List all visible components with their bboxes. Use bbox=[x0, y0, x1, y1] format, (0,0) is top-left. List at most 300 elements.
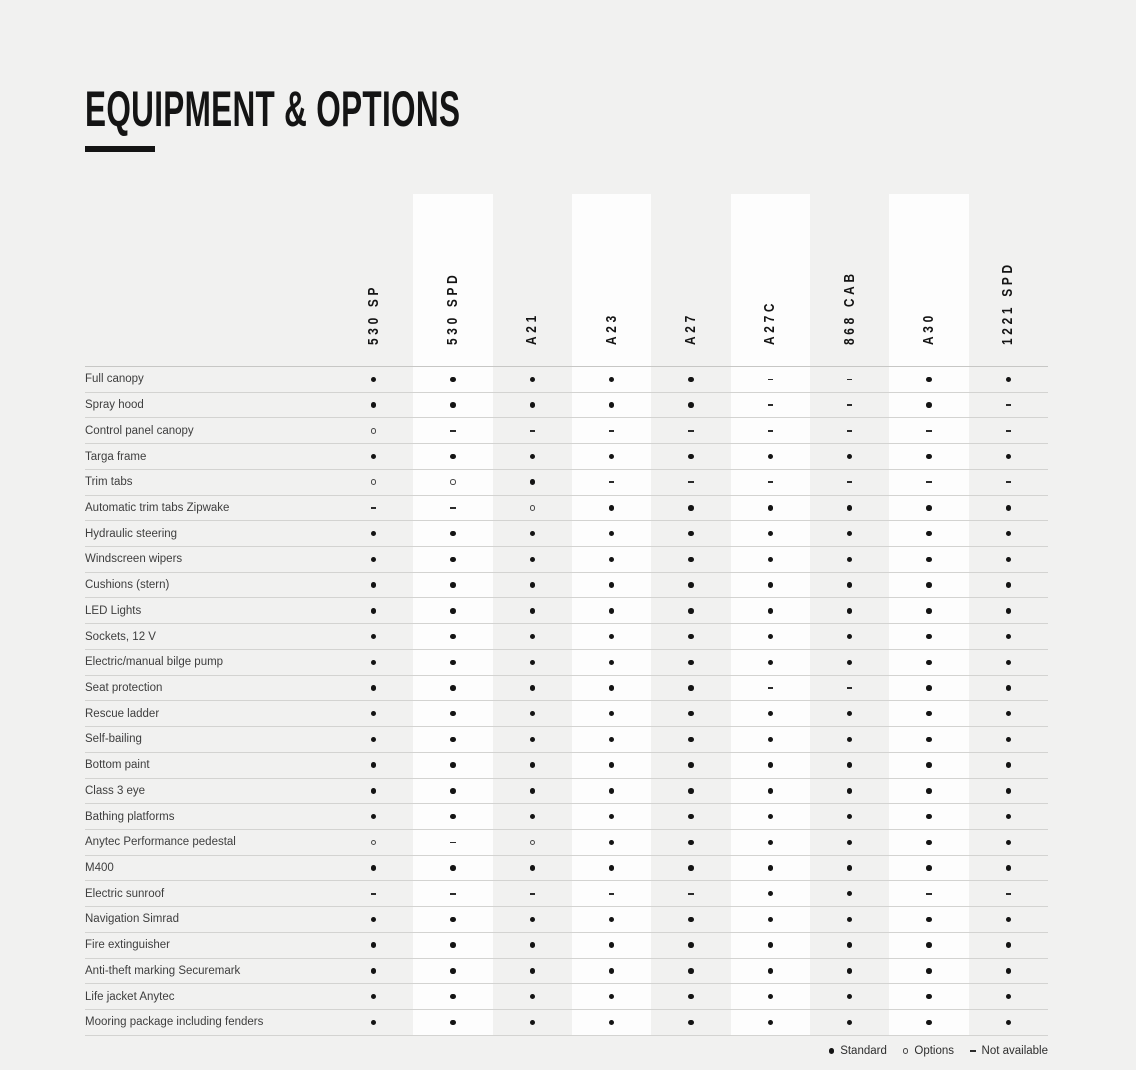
legend-label: Options bbox=[914, 1045, 955, 1057]
value-cell bbox=[572, 881, 651, 906]
standard-icon bbox=[609, 814, 615, 820]
value-cell bbox=[493, 779, 572, 804]
table-row bbox=[85, 573, 1048, 599]
value-cell bbox=[731, 573, 810, 598]
table-row bbox=[85, 676, 1048, 702]
value-cell bbox=[889, 959, 968, 984]
value-cell bbox=[572, 727, 651, 752]
value-cell bbox=[493, 547, 572, 572]
standard-icon bbox=[1006, 685, 1012, 691]
value-cell bbox=[810, 984, 889, 1009]
value-cell bbox=[810, 573, 889, 598]
standard-icon bbox=[1006, 788, 1012, 794]
value-cell bbox=[889, 753, 968, 778]
value-cell bbox=[810, 856, 889, 881]
standard-icon bbox=[1006, 582, 1012, 588]
value-cell bbox=[810, 881, 889, 906]
value-cell bbox=[493, 521, 572, 546]
table-row bbox=[85, 933, 1048, 959]
standard-icon bbox=[926, 582, 932, 588]
na-icon bbox=[1006, 430, 1012, 432]
standard-icon bbox=[530, 660, 536, 666]
standard-icon bbox=[926, 711, 932, 717]
table-header-row bbox=[85, 194, 1048, 367]
standard-icon bbox=[530, 968, 536, 974]
standard-icon bbox=[450, 814, 456, 820]
standard-icon bbox=[371, 917, 377, 923]
legend-label: Standard bbox=[840, 1045, 887, 1057]
value-cell bbox=[413, 753, 492, 778]
value-cell bbox=[651, 521, 730, 546]
value-cell bbox=[651, 367, 730, 392]
value-cell bbox=[572, 367, 651, 392]
standard-icon bbox=[530, 402, 536, 408]
value-cell bbox=[334, 856, 413, 881]
options-icon bbox=[903, 1048, 909, 1054]
standard-icon bbox=[371, 737, 377, 743]
row-label: Anytec Performance pedestal bbox=[85, 836, 236, 849]
standard-icon bbox=[371, 711, 377, 717]
standard-icon bbox=[1006, 377, 1012, 383]
value-cell bbox=[731, 907, 810, 932]
value-cell bbox=[731, 856, 810, 881]
standard-icon bbox=[688, 608, 694, 614]
row-label: Bathing platforms bbox=[85, 810, 175, 823]
standard-icon bbox=[847, 942, 853, 948]
value-cell bbox=[651, 959, 730, 984]
standard-icon bbox=[926, 737, 932, 743]
column-header-label: A21 bbox=[524, 312, 541, 345]
value-cell bbox=[651, 598, 730, 623]
standard-icon bbox=[926, 377, 932, 383]
title-underline bbox=[85, 146, 155, 152]
standard-icon bbox=[847, 608, 853, 614]
standard-icon bbox=[1006, 711, 1012, 717]
standard-icon bbox=[371, 531, 377, 537]
standard-icon bbox=[829, 1048, 835, 1054]
standard-icon bbox=[530, 711, 536, 717]
column-header-label: 868 CAB bbox=[841, 270, 858, 345]
value-cell bbox=[731, 727, 810, 752]
value-cell bbox=[413, 496, 492, 521]
value-cell bbox=[969, 393, 1048, 418]
value-cell bbox=[334, 393, 413, 418]
value-cell bbox=[493, 701, 572, 726]
value-cell bbox=[493, 856, 572, 881]
standard-icon bbox=[450, 1020, 456, 1026]
value-cell bbox=[493, 830, 572, 855]
value-cell bbox=[731, 496, 810, 521]
standard-icon bbox=[371, 942, 377, 948]
na-icon bbox=[847, 430, 853, 432]
na-icon bbox=[530, 893, 536, 895]
value-cell bbox=[889, 1010, 968, 1035]
standard-icon bbox=[688, 557, 694, 563]
standard-icon bbox=[1006, 994, 1012, 1000]
na-icon bbox=[768, 481, 774, 483]
value-cell bbox=[334, 804, 413, 829]
value-cell bbox=[810, 650, 889, 675]
value-cell bbox=[889, 881, 968, 906]
value-cell bbox=[651, 907, 730, 932]
standard-icon bbox=[768, 788, 774, 794]
standard-icon bbox=[450, 762, 456, 768]
value-cell bbox=[493, 573, 572, 598]
value-cell bbox=[969, 418, 1048, 443]
value-cell bbox=[810, 598, 889, 623]
table-row bbox=[85, 547, 1048, 573]
value-cell bbox=[889, 650, 968, 675]
value-cell bbox=[493, 470, 572, 495]
column-header-label: A23 bbox=[603, 312, 620, 345]
value-cell bbox=[572, 547, 651, 572]
value-cell bbox=[572, 444, 651, 469]
value-cell bbox=[969, 573, 1048, 598]
standard-icon bbox=[926, 865, 932, 871]
standard-icon bbox=[371, 402, 377, 408]
equipment-table bbox=[85, 194, 1048, 1036]
value-cell bbox=[413, 881, 492, 906]
standard-icon bbox=[847, 582, 853, 588]
value-cell bbox=[969, 727, 1048, 752]
value-cell bbox=[334, 444, 413, 469]
standard-icon bbox=[768, 968, 774, 974]
standard-icon bbox=[768, 531, 774, 537]
table-row bbox=[85, 624, 1048, 650]
row-label: Anti-theft marking Securemark bbox=[85, 964, 241, 977]
value-cell bbox=[889, 856, 968, 881]
standard-icon bbox=[450, 942, 456, 948]
value-cell bbox=[969, 856, 1048, 881]
standard-icon bbox=[847, 788, 853, 794]
value-cell bbox=[969, 367, 1048, 392]
standard-icon bbox=[688, 505, 694, 511]
standard-icon bbox=[609, 557, 615, 563]
row-label: Windscreen wipers bbox=[85, 553, 183, 566]
value-cell bbox=[969, 701, 1048, 726]
standard-icon bbox=[609, 942, 615, 948]
value-cell bbox=[969, 547, 1048, 572]
value-cell bbox=[572, 907, 651, 932]
standard-icon bbox=[1006, 814, 1012, 820]
standard-icon bbox=[847, 634, 853, 640]
standard-icon bbox=[371, 865, 377, 871]
value-cell bbox=[334, 650, 413, 675]
standard-icon bbox=[450, 865, 456, 871]
standard-icon bbox=[1006, 557, 1012, 563]
value-cell bbox=[969, 521, 1048, 546]
standard-icon bbox=[450, 531, 456, 537]
value-cell bbox=[969, 959, 1048, 984]
standard-icon bbox=[768, 762, 774, 768]
standard-icon bbox=[530, 557, 536, 563]
value-cell bbox=[413, 547, 492, 572]
na-icon bbox=[609, 893, 615, 895]
standard-icon bbox=[688, 942, 694, 948]
value-cell bbox=[334, 573, 413, 598]
standard-icon bbox=[847, 865, 853, 871]
standard-icon bbox=[847, 557, 853, 563]
value-cell bbox=[493, 418, 572, 443]
value-cell bbox=[413, 573, 492, 598]
standard-icon bbox=[847, 505, 853, 511]
standard-icon bbox=[450, 788, 456, 794]
value-cell bbox=[731, 547, 810, 572]
table-row bbox=[85, 727, 1048, 753]
value-cell bbox=[810, 393, 889, 418]
standard-icon bbox=[1006, 917, 1012, 923]
standard-icon bbox=[530, 1020, 536, 1026]
standard-icon bbox=[688, 814, 694, 820]
standard-icon bbox=[926, 1020, 932, 1026]
column-header-label: 1221 SPD bbox=[1000, 261, 1017, 345]
value-cell bbox=[651, 650, 730, 675]
value-cell bbox=[731, 521, 810, 546]
table-row bbox=[85, 418, 1048, 444]
standard-icon bbox=[926, 917, 932, 923]
standard-icon bbox=[450, 917, 456, 923]
value-cell bbox=[651, 1010, 730, 1035]
header-spacer bbox=[85, 194, 334, 366]
row-label: M400 bbox=[85, 862, 114, 875]
na-icon bbox=[530, 430, 536, 432]
value-cell bbox=[810, 624, 889, 649]
value-cell bbox=[731, 984, 810, 1009]
standard-icon bbox=[371, 634, 377, 640]
standard-icon bbox=[926, 660, 932, 666]
standard-icon bbox=[530, 608, 536, 614]
value-cell bbox=[810, 933, 889, 958]
column-header-a27 bbox=[651, 194, 730, 366]
standard-icon bbox=[450, 402, 456, 408]
value-cell bbox=[889, 907, 968, 932]
value-cell bbox=[731, 804, 810, 829]
row-label: Bottom paint bbox=[85, 759, 150, 772]
standard-icon bbox=[1006, 865, 1012, 871]
value-cell bbox=[413, 598, 492, 623]
na-icon bbox=[1006, 404, 1012, 406]
value-cell bbox=[651, 830, 730, 855]
value-cell bbox=[969, 779, 1048, 804]
value-cell bbox=[334, 881, 413, 906]
value-cell bbox=[810, 521, 889, 546]
standard-icon bbox=[1006, 762, 1012, 768]
value-cell bbox=[731, 598, 810, 623]
row-label: Sockets, 12 V bbox=[85, 630, 156, 643]
standard-icon bbox=[450, 660, 456, 666]
table-row bbox=[85, 984, 1048, 1010]
na-icon bbox=[926, 481, 932, 483]
value-cell bbox=[651, 727, 730, 752]
value-cell bbox=[969, 881, 1048, 906]
value-cell bbox=[413, 650, 492, 675]
standard-icon bbox=[768, 994, 774, 1000]
value-cell bbox=[493, 804, 572, 829]
value-cell bbox=[413, 727, 492, 752]
value-cell bbox=[572, 753, 651, 778]
standard-icon bbox=[768, 865, 774, 871]
value-cell bbox=[334, 367, 413, 392]
row-label: Rescue ladder bbox=[85, 707, 160, 720]
value-cell bbox=[413, 470, 492, 495]
standard-icon bbox=[688, 582, 694, 588]
value-cell bbox=[969, 1010, 1048, 1035]
standard-icon bbox=[1006, 531, 1012, 537]
value-cell bbox=[493, 624, 572, 649]
value-cell bbox=[889, 393, 968, 418]
value-cell bbox=[572, 804, 651, 829]
value-cell bbox=[889, 779, 968, 804]
standard-icon bbox=[1006, 942, 1012, 948]
value-cell bbox=[810, 959, 889, 984]
value-cell bbox=[810, 444, 889, 469]
na-icon bbox=[1006, 893, 1012, 895]
standard-icon bbox=[371, 685, 377, 691]
standard-icon bbox=[926, 994, 932, 1000]
column-header-label: 530 SPD bbox=[444, 271, 461, 345]
row-label: Class 3 eye bbox=[85, 784, 146, 797]
value-cell bbox=[889, 676, 968, 701]
na-icon bbox=[450, 430, 456, 432]
standard-icon bbox=[926, 531, 932, 537]
standard-icon bbox=[847, 994, 853, 1000]
column-header-label: A30 bbox=[920, 312, 937, 345]
standard-icon bbox=[1006, 505, 1012, 511]
value-cell bbox=[731, 470, 810, 495]
value-cell bbox=[889, 624, 968, 649]
standard-icon bbox=[609, 402, 615, 408]
value-cell bbox=[493, 881, 572, 906]
value-cell bbox=[334, 624, 413, 649]
value-cell bbox=[731, 418, 810, 443]
value-cell bbox=[651, 701, 730, 726]
value-cell bbox=[572, 521, 651, 546]
value-cell bbox=[889, 418, 968, 443]
standard-icon bbox=[371, 377, 377, 383]
table-row bbox=[85, 779, 1048, 805]
standard-icon bbox=[847, 891, 853, 897]
standard-icon bbox=[847, 1020, 853, 1026]
row-label: Seat protection bbox=[85, 681, 163, 694]
value-cell bbox=[889, 496, 968, 521]
na-icon bbox=[847, 404, 853, 406]
row-label: Mooring package including fenders bbox=[85, 1016, 264, 1029]
value-cell bbox=[413, 856, 492, 881]
standard-icon bbox=[530, 865, 536, 871]
standard-icon bbox=[609, 737, 615, 743]
standard-icon bbox=[609, 917, 615, 923]
na-icon bbox=[371, 893, 377, 895]
standard-icon bbox=[530, 685, 536, 691]
standard-icon bbox=[609, 531, 615, 537]
table-row bbox=[85, 830, 1048, 856]
value-cell bbox=[334, 959, 413, 984]
legend-item-standard bbox=[829, 1045, 887, 1057]
standard-icon bbox=[530, 634, 536, 640]
na-icon bbox=[768, 404, 774, 406]
value-cell bbox=[413, 830, 492, 855]
standard-icon bbox=[530, 788, 536, 794]
value-cell bbox=[810, 753, 889, 778]
value-cell bbox=[731, 444, 810, 469]
value-cell bbox=[413, 444, 492, 469]
standard-icon bbox=[688, 788, 694, 794]
value-cell bbox=[334, 676, 413, 701]
standard-icon bbox=[371, 762, 377, 768]
value-cell bbox=[572, 830, 651, 855]
value-cell bbox=[651, 496, 730, 521]
value-cell bbox=[651, 753, 730, 778]
standard-icon bbox=[768, 917, 774, 923]
value-cell bbox=[572, 959, 651, 984]
value-cell bbox=[810, 907, 889, 932]
value-cell bbox=[810, 367, 889, 392]
na-icon bbox=[450, 507, 456, 509]
na-icon bbox=[926, 893, 932, 895]
page-title: EQUIPMENT & OPTIONS bbox=[85, 81, 461, 137]
value-cell bbox=[889, 830, 968, 855]
value-cell bbox=[810, 547, 889, 572]
standard-icon bbox=[609, 505, 615, 511]
standard-icon bbox=[926, 685, 932, 691]
table-row bbox=[85, 753, 1048, 779]
standard-icon bbox=[926, 840, 932, 846]
table-body bbox=[85, 367, 1048, 1036]
value-cell bbox=[334, 830, 413, 855]
value-cell bbox=[572, 856, 651, 881]
row-label: Life jacket Anytec bbox=[85, 990, 175, 1003]
value-cell bbox=[731, 933, 810, 958]
value-cell bbox=[572, 624, 651, 649]
table-row bbox=[85, 496, 1048, 522]
value-cell bbox=[731, 779, 810, 804]
value-cell bbox=[572, 573, 651, 598]
value-cell bbox=[651, 547, 730, 572]
standard-icon bbox=[768, 454, 774, 460]
value-cell bbox=[413, 418, 492, 443]
na-icon bbox=[970, 1050, 976, 1052]
column-header-a23 bbox=[572, 194, 651, 366]
na-icon bbox=[688, 481, 694, 483]
value-cell bbox=[889, 547, 968, 572]
row-label: LED Lights bbox=[85, 604, 142, 617]
standard-icon bbox=[609, 711, 615, 717]
value-cell bbox=[413, 1010, 492, 1035]
value-cell bbox=[810, 418, 889, 443]
standard-icon bbox=[688, 660, 694, 666]
standard-icon bbox=[450, 634, 456, 640]
column-header-label: A27C bbox=[762, 299, 779, 345]
standard-icon bbox=[371, 968, 377, 974]
standard-icon bbox=[847, 814, 853, 820]
value-cell bbox=[731, 624, 810, 649]
na-icon bbox=[609, 430, 615, 432]
value-cell bbox=[413, 701, 492, 726]
standard-icon bbox=[1006, 608, 1012, 614]
value-cell bbox=[334, 470, 413, 495]
standard-icon bbox=[847, 968, 853, 974]
standard-icon bbox=[1006, 454, 1012, 460]
page-header bbox=[85, 81, 681, 137]
value-cell bbox=[413, 676, 492, 701]
na-icon bbox=[450, 893, 456, 895]
value-cell bbox=[651, 804, 730, 829]
value-cell bbox=[731, 701, 810, 726]
value-cell bbox=[493, 984, 572, 1009]
standard-icon bbox=[450, 557, 456, 563]
standard-icon bbox=[371, 608, 377, 614]
standard-icon bbox=[847, 454, 853, 460]
